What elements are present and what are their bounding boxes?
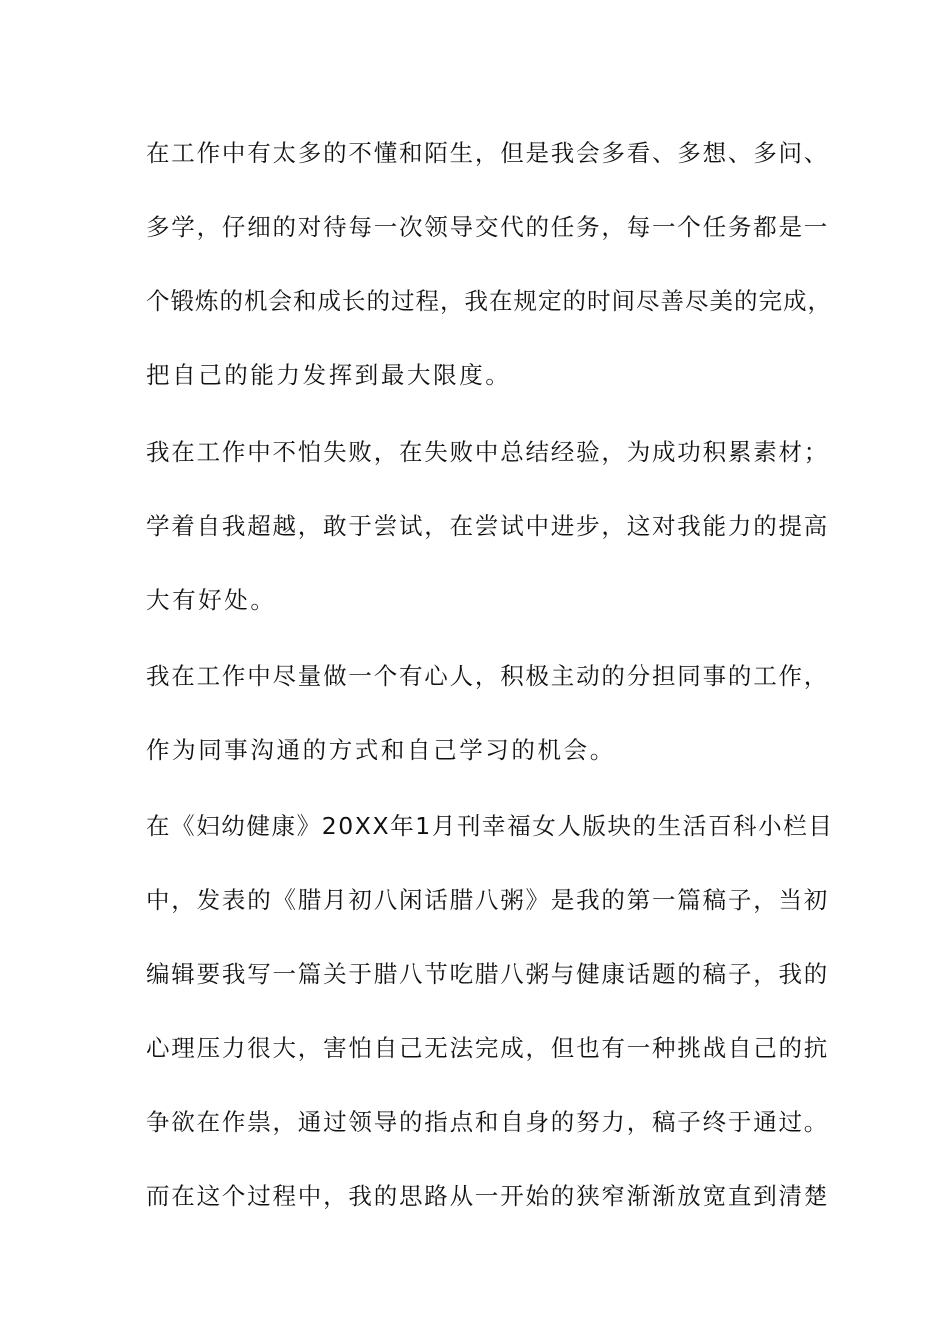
text-line: 作为同事沟通的方式和自己学习的机会。: [146, 736, 616, 764]
text-line: 心理压力很大，害怕自己无法完成，但也有一种挑战自己的抗: [146, 1034, 830, 1062]
text-line: 多学，仔细的对待每一次领导交代的任务，每一个任务都是一: [146, 213, 830, 241]
text-line: 在工作中有太多的不懂和陌生，但是我会多看、多想、多问、: [146, 139, 830, 167]
text-line: 在《妇幼健康》20XX年1月刊幸福女人版块的生活百科小栏目: [146, 812, 834, 840]
text-line: 编辑要我写一篇关于腊八节吃腊八粥与健康话题的稿子，我的: [146, 960, 830, 988]
text-line: 我在工作中尽量做一个有心人，积极主动的分担同事的工作，: [146, 662, 830, 690]
text-line: 个锻炼的机会和成长的过程，我在规定的时间尽善尽美的完成，: [146, 287, 832, 315]
text-line: 中，发表的《腊月初八闲话腊八粥》是我的第一篇稿子，当初: [146, 886, 830, 914]
text-line: 把自己的能力发挥到最大限度。: [146, 361, 512, 389]
text-line: 大有好处。: [146, 586, 277, 614]
text-line: 而在这个过程中，我的思路从一开始的狭窄渐渐放宽直到清楚: [146, 1182, 830, 1210]
text-line: 我在工作中不怕失败，在失败中总结经验，为成功积累素材；: [146, 438, 830, 466]
text-line: 争欲在作祟，通过领导的指点和自身的努力，稿子终于通过。: [146, 1108, 830, 1136]
text-line: 学着自我超越，敢于尝试，在尝试中进步，这对我能力的提高: [146, 512, 830, 540]
